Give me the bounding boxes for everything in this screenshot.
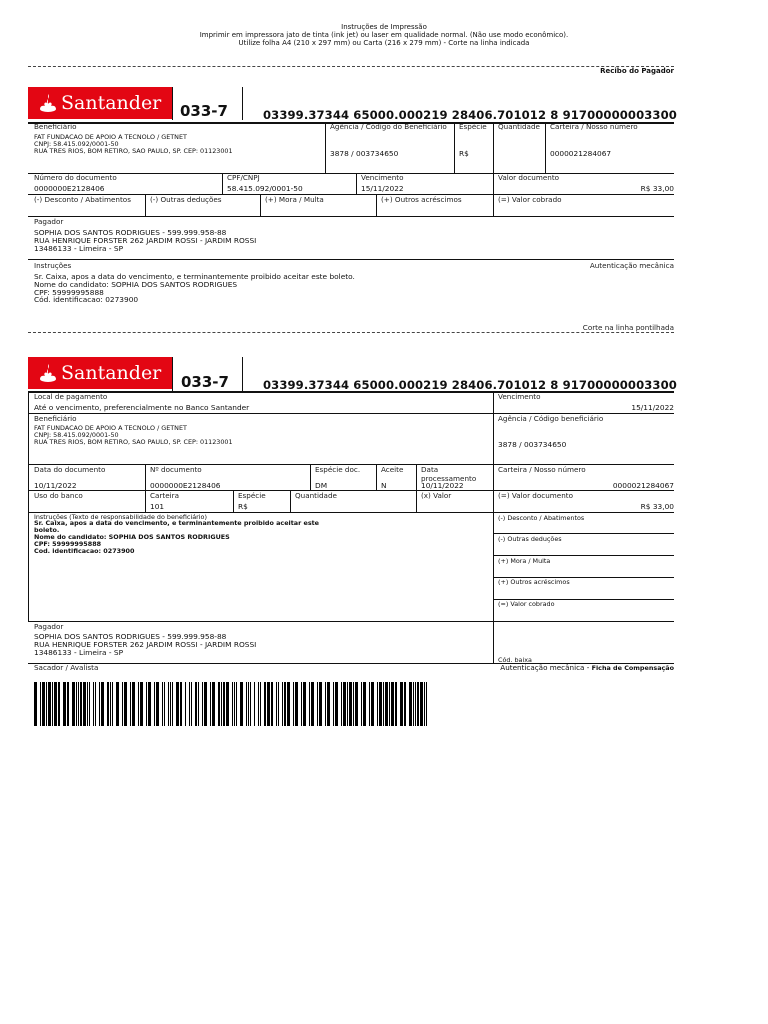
recibo-title: Recibo do Pagador <box>600 67 674 75</box>
recibo-cobrado-label: (=) Valor cobrado <box>498 195 562 204</box>
ficha-carteira2: 101 <box>150 502 165 511</box>
ficha-local: Até o vencimento, preferencialmente no Banco Santander <box>34 403 250 412</box>
ficha-num-doc-label: Nº documento <box>150 465 202 474</box>
ficha-valor-label: (=) Valor documento <box>498 491 573 500</box>
recibo-nosso-numero: 0000021284067 <box>550 149 612 158</box>
ficha-instrucoes-l1: Sr. Caixa, apos a data do vencimento, e terminantemente proibido aceitar este <box>34 519 320 527</box>
recibo-valor: R$ 33,00 <box>640 184 674 193</box>
barcode-bar <box>427 682 430 726</box>
ficha-beneficiario-cnpj: CNPJ: 58.415.092/0001-50 <box>34 431 119 439</box>
recibo-mora-label: (+) Mora / Multa <box>265 195 324 204</box>
print-instructions-line1: Imprimir em impressora jato de tinta (ink jet) ou laser em qualidade normal. (Não use modo econômico). <box>199 31 569 39</box>
recibo-agencia-label: Agência / Código do Beneficiário <box>330 122 447 131</box>
print-instructions-title: Instruções de Impressão <box>341 23 427 31</box>
recibo-numero-doc-label: Número do documento <box>34 173 117 182</box>
ficha-x-valor-label: (x) Valor <box>421 491 452 500</box>
recibo-pagador-city: 13486133 - Limeira - SP <box>34 244 124 253</box>
ficha-autenticacao <box>400 664 674 673</box>
ficha-aceite: N <box>381 481 387 490</box>
ficha-cobrado-label: (=) Valor cobrado <box>498 600 555 608</box>
recibo-beneficiario-name: FAT FUNDACAO DE APOIO A TECNOLO / GETNET <box>34 133 187 141</box>
recibo-valor-label: Valor documento <box>498 173 560 182</box>
recibo-vencimento: 15/11/2022 <box>361 184 404 193</box>
ficha-pagador-address: RUA HENRIQUE FORSTER 262 JARDIM ROSSI - JARDIM ROSSI <box>34 640 257 649</box>
recibo-beneficiario-label: Beneficiário <box>34 122 77 131</box>
ficha-pagador-name: SOPHIA DOS SANTOS RODRIGUES - 599.999.958-88 <box>34 632 227 641</box>
ficha-mora-label: (+) Mora / Multa <box>498 557 551 565</box>
recibo-carteira-label: Carteira / Nosso número <box>550 122 638 131</box>
ficha-nosso-numero: 0000021284067 <box>612 481 674 490</box>
ficha-vencimento-label: Vencimento <box>498 392 541 401</box>
recibo-acrescimos-label: (+) Outros acréscimos <box>381 195 462 204</box>
ficha-beneficiario-label: Beneficiário <box>34 414 77 423</box>
ficha-num-doc: 0000000E2128406 <box>150 481 221 490</box>
recibo-autenticacao-label: Autenticação mecânica <box>589 261 674 270</box>
recibo-agencia: 3878 / 003734650 <box>330 149 399 158</box>
ficha-especie-doc: DM <box>315 481 328 490</box>
ficha-pagador-city: 13486133 - Limeira - SP <box>34 648 124 657</box>
ficha-sacador-label: Sacador / Avalista <box>34 663 99 672</box>
recibo-pagador-address: RUA HENRIQUE FORSTER 262 JARDIM ROSSI - JARDIM ROSSI <box>34 236 257 245</box>
recibo-instrucoes-label: Instruções <box>34 261 72 270</box>
recibo-numero-doc: 0000000E2128406 <box>34 184 105 193</box>
ficha-desconto-label: (-) Desconto / Abatimentos <box>498 514 585 522</box>
bank-code-ficha: 033-7 <box>181 373 229 391</box>
ficha-acrescimos-label: (+) Outros acréscimos <box>498 578 570 586</box>
ficha-beneficiario-name: FAT FUNDACAO DE APOIO A TECNOLO / GETNET <box>34 424 187 432</box>
recibo-pagador-label: Pagador <box>34 217 64 226</box>
recibo-cpf: 58.415.092/0001-50 <box>227 184 303 193</box>
ficha-autenticacao-label: Autenticação mecânica - <box>500 663 590 672</box>
barcode <box>34 682 430 726</box>
recibo-instrucoes-l4: Cód. identificacao: 0273900 <box>34 295 139 304</box>
ficha-agencia-label: Agência / Código beneficiário <box>498 414 604 423</box>
ficha-instrucoes-l3: Nome do candidato: SOPHIA DOS SANTOS RODRIGUES <box>34 533 230 541</box>
recibo-especie: R$ <box>459 149 469 158</box>
ficha-carteira2-label: Carteira <box>150 491 179 500</box>
recibo-deducoes-label: (-) Outras deduções <box>150 195 222 204</box>
recibo-cpf-label: CPF/CNPJ <box>227 173 260 182</box>
ficha-instrucoes-l5: Cod. identificacao: 0273900 <box>34 547 135 555</box>
ficha-instrucoes-l2: boleto. <box>34 526 60 534</box>
ficha-especie: R$ <box>238 502 248 511</box>
bank-code: 033-7 <box>180 102 228 120</box>
recibo-instrucoes-l3: CPF: 59999995888 <box>34 288 104 297</box>
ficha-valor: R$ 33,00 <box>640 502 674 511</box>
ficha-data-proc-label: Data processamento <box>421 465 477 483</box>
santander-logo-text: Santander <box>61 362 162 384</box>
ficha-deducoes-label: (-) Outras deduções <box>498 535 562 543</box>
ficha-especie-label: Espécie <box>238 491 266 500</box>
recibo-beneficiario-cnpj: CNPJ: 58.415.092/0001-50 <box>34 140 119 148</box>
santander-logo <box>28 87 173 119</box>
ficha-compensacao-label: Ficha de Compensação <box>591 664 674 672</box>
recibo-instrucoes-l2: Nome do candidato: SOPHIA DOS SANTOS RODRIGUES <box>34 280 238 289</box>
ficha-carteira-label: Carteira / Nosso número <box>498 465 586 474</box>
santander-flame-icon <box>38 93 58 113</box>
cut-line-middle[interactable] <box>28 332 674 333</box>
linha-digitavel: 03399.37344 65000.000219 28406.701012 8 91700000003300 <box>263 108 677 122</box>
recibo-beneficiario-address: RUA TRES RIOS, BOM RETIRO, SAO PAULO, SP. CEP: 01123001 <box>34 147 233 155</box>
ficha-data-proc: 10/11/2022 <box>421 481 464 490</box>
ficha-aceite-label: Aceite <box>381 465 404 474</box>
linha-digitavel-ficha: 03399.37344 65000.000219 28406.701012 8 91700000003300 <box>263 378 677 392</box>
ficha-agencia: 3878 / 003734650 <box>498 440 567 449</box>
santander-flame-icon <box>38 363 58 383</box>
ficha-cod-baixa-label: Cód. baixa <box>498 656 532 664</box>
ficha-especie-doc-label: Espécie doc. <box>315 465 361 474</box>
santander-logo-text: Santander <box>61 92 162 114</box>
recibo-quantidade-label: Quantidade <box>498 122 540 131</box>
ficha-pagador-label: Pagador <box>34 622 64 631</box>
recibo-vencimento-label: Vencimento <box>361 173 404 182</box>
cut-line-label: Corte na linha pontilhada <box>582 323 674 332</box>
ficha-uso-banco-label: Uso do banco <box>34 491 83 500</box>
recibo-instrucoes-l1: Sr. Caixa, apos a data do vencimento, e terminantemente proibido aceitar este boleto. <box>34 272 355 281</box>
ficha-local-label: Local de pagamento <box>34 392 108 401</box>
print-instructions-line2: Utilize folha A4 (210 x 297 mm) ou Carta (216 x 279 mm) - Corte na linha indicada <box>238 39 530 47</box>
recibo-pagador-name: SOPHIA DOS SANTOS RODRIGUES - 599.999.958-88 <box>34 228 227 237</box>
santander-logo-ficha <box>28 357 173 389</box>
ficha-quantidade-label: Quantidade <box>295 491 337 500</box>
ficha-instrucoes-label: Instruções (Texto de responsabilidade do beneficiário) <box>34 513 207 521</box>
ficha-data-doc: 10/11/2022 <box>34 481 77 490</box>
ficha-vencimento: 15/11/2022 <box>631 403 674 412</box>
ficha-instrucoes-l4: CPF: 59999995888 <box>34 540 102 548</box>
recibo-especie-label: Espécie <box>459 122 487 131</box>
ficha-data-doc-label: Data do documento <box>34 465 106 474</box>
ficha-beneficiario-address: RUA TRES RIOS, BOM RETIRO, SAO PAULO, SP. CEP: 01123001 <box>34 438 233 446</box>
recibo-desconto-label: (-) Desconto / Abatimentos <box>34 195 131 204</box>
